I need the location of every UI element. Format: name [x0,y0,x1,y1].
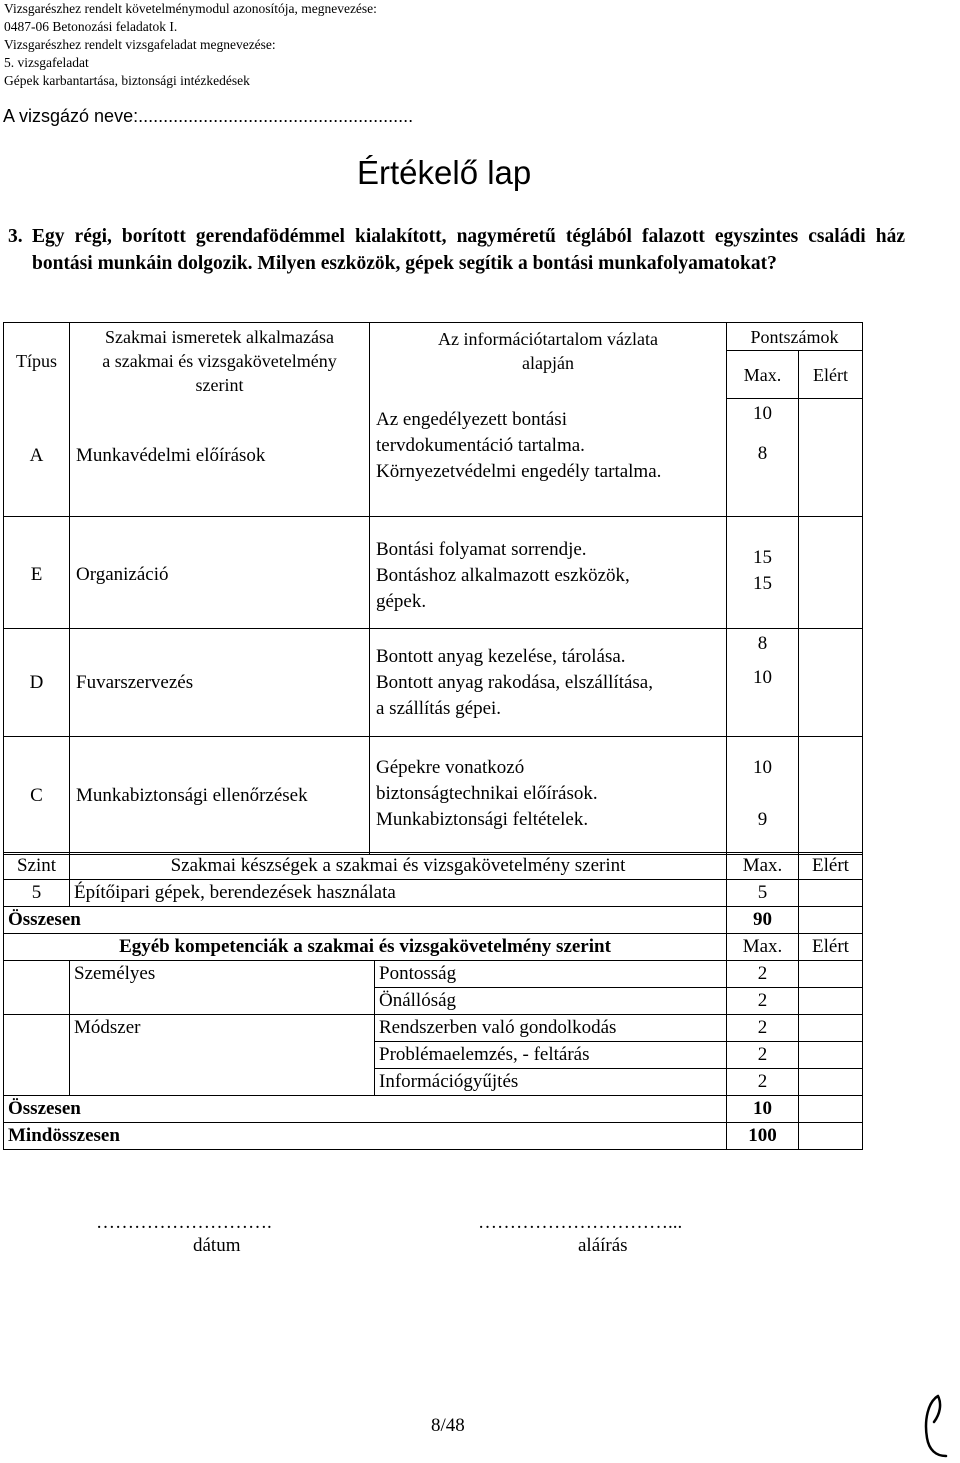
row-c-knowledge: Munkabiztonsági ellenőrzések [70,737,370,855]
row-d-items: Bontott anyag kezelése, tárolása. Bontott anyag rakodása, elszállítása, a szállítás gépei. [370,629,727,737]
task-description [8,224,905,277]
row-d-knowledge: Fuvarszervezés [70,629,370,737]
competency-name: Problémaelemzés, - feltárás [375,1042,727,1069]
skills-row [4,880,863,907]
competency-group [70,988,375,1015]
competency-group [70,1042,375,1069]
subtotal-1-value: 90 [727,907,799,934]
competency-row [4,961,863,988]
col-type-header: Típus [4,323,70,399]
skills-title-header: Szakmai készségek a szakmai és vizsgakövetelmény szerint [70,853,727,880]
logo-mark-icon [918,1392,954,1460]
page-number: 8/48 [431,1415,465,1436]
competency-max: 2 [727,961,799,988]
document-header [4,0,377,90]
subtotal-1-achieved [799,907,863,934]
row-c-type: C [4,737,70,855]
skills-row-name: Építőipari gépek, berendezések használata [70,880,727,907]
competency-name: Pontosság [375,961,727,988]
subtotal-2-label: Összesen [4,1096,727,1123]
total-label: Mindösszesen [4,1123,727,1150]
competency-max: 2 [727,1042,799,1069]
col-points-header: Pontszámok [727,323,863,351]
subtotal-row-2 [4,1096,863,1123]
signature-label: aláírás [578,1235,628,1256]
header-line-3: Vizsgarészhez rendelt vizsgafeladat megnevezése: [4,37,276,52]
competency-max: 2 [727,988,799,1015]
subtotal-row-1 [4,907,863,934]
total-row [4,1123,863,1150]
header-line-2: 0487-06 Betonozási feladatok I. [4,19,178,34]
skills-achieved-header: Elért [799,853,863,880]
candidate-name-line: A vizsgázó neve:....................................................... [3,106,414,126]
subtotal-1-label: Összesen [4,907,727,934]
task-number: 3. [8,226,23,247]
row-c-items: Gépekre vonatkozó biztonságtechnikai előírások. Munkabiztonsági feltételek. [370,737,727,855]
total-value: 100 [727,1123,799,1150]
total-achieved [799,1123,863,1150]
col-max-header: Max. [727,351,799,399]
row-a-type: A [4,399,70,517]
row-a-achieved [799,399,863,517]
skills-level-header: Szint [4,853,70,880]
skills-header-row [4,853,863,880]
col-knowledge-header: Szakmai ismeretek alkalmazása a szakmai és vizsgakövetelmény szerint [70,323,370,399]
competency-name: Önállóság [375,988,727,1015]
row-e-max: 15 15 [727,517,799,629]
competency-name: Rendszerben való gondolkodás [375,1015,727,1042]
competency-group: Személyes [70,961,375,988]
other-achieved-header: Elért [799,934,863,961]
competency-row [4,1015,863,1042]
knowledge-table [3,322,863,855]
header-line-1: Vizsgarészhez rendelt követelménymodul azonosítója, megnevezése: [4,1,377,16]
competency-row [4,1069,863,1096]
row-c-max: 10 9 [727,737,799,855]
other-title-header: Egyéb kompetenciák a szakmai és vizsgakövetelmény szerint [4,934,727,961]
competency-name: Információgyűjtés [375,1069,727,1096]
row-d-max: 8 10 [727,629,799,737]
skills-row-achieved [799,880,863,907]
task-text: Egy régi, borított gerendafödémmel kialakított, nagyméretű téglából falazott egyszintes családi ház bontási munkáin dolgozik. Milyen eszközök, gépek segítik a bontási munkafolyamatokat? [32,226,905,274]
date-dotted-line: ………………………. [96,1212,272,1233]
skills-table [3,852,863,1150]
row-a-max: 10 8 [727,399,799,517]
row-c-achieved [799,737,863,855]
row-a-items: Az engedélyezett bontási tervdokumentáció tartalma. Környezetvédelmi engedély tartalma. [370,399,727,517]
competency-group [70,1069,375,1096]
row-d-achieved [799,629,863,737]
row-e-type: E [4,517,70,629]
skills-row-level: 5 [4,880,70,907]
competency-group: Módszer [70,1015,375,1042]
row-e-knowledge: Organizáció [70,517,370,629]
subtotal-2-value: 10 [727,1096,799,1123]
date-label: dátum [193,1235,241,1256]
row-a-knowledge: Munkavédelmi előírások [70,399,370,517]
subtotal-2-achieved [799,1096,863,1123]
skills-max-header: Max. [727,853,799,880]
col-achieved-header: Elért [799,351,863,399]
competency-row [4,1042,863,1069]
signature-dotted-line: …………………………... [478,1212,683,1233]
other-header-row [4,934,863,961]
row-d-type: D [4,629,70,737]
header-line-4: 5. vizsgafeladat [4,55,89,70]
row-e-achieved [799,517,863,629]
header-line-5: Gépek karbantartása, biztonsági intézkedések [4,73,250,88]
competency-row [4,988,863,1015]
page-title: Értékelő lap [357,154,532,191]
other-max-header: Max. [727,934,799,961]
skills-row-max: 5 [727,880,799,907]
row-e-items: Bontási folyamat sorrendje. Bontáshoz alkalmazott eszközök, gépek. [370,517,727,629]
competency-max: 2 [727,1069,799,1096]
col-outline-header: Az információtartalom vázlata alapján [370,323,727,399]
competency-max: 2 [727,1015,799,1042]
